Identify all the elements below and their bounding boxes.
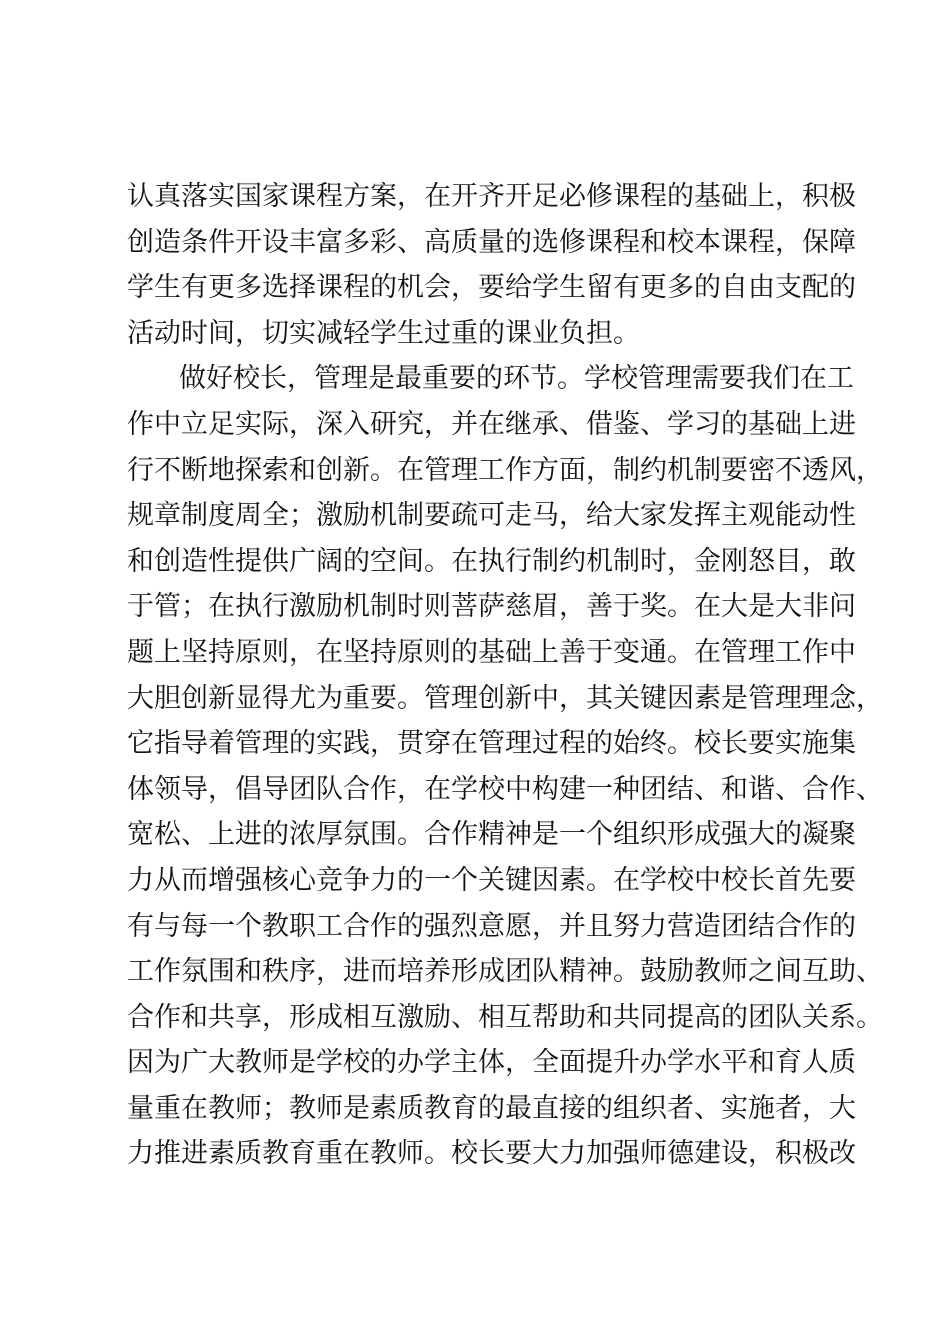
text-line: 大胆创新显得尤为重要。管理创新中，其关键因素是管理理念， (127, 682, 883, 714)
paragraph (127, 174, 856, 356)
text-line: 学生有更多选择课程的机会，要给学生留有更多的自由支配的 (127, 272, 856, 304)
text-line: 因为广大教师是学校的办学主体，全面提升办学水平和育人质 (127, 1047, 856, 1079)
text-line: 力推进素质教育重在教师。校长要大力加强师德建设，积极改 (127, 1138, 856, 1170)
text-line: 于管；在执行激励机制时则菩萨慈眉，善于奖。在大是大非问 (127, 591, 856, 623)
text-line: 活动时间，切实减轻学生过重的课业负担。 (127, 317, 640, 349)
text-line: 做好校长，管理是最重要的环节。学校管理需要我们在工 (179, 363, 854, 395)
text-line: 行不断地探索和创新。在管理工作方面，制约机制要密不透风， (127, 454, 883, 486)
text-line: 和创造性提供广阔的空间。在执行制约机制时，金刚怒目，敢 (127, 545, 856, 577)
text-line: 作中立足实际，深入研究，并在继承、借鉴、学习的基础上进 (127, 408, 856, 440)
text-line: 体领导，倡导团队合作，在学校中构建一种团结、和谐、合作、 (127, 773, 883, 805)
text-line: 宽松、上进的浓厚氛围。合作精神是一个组织形成强大的凝聚 (127, 819, 856, 851)
paragraph (127, 356, 883, 1177)
text-line: 合作和共享，形成相互激励、相互帮助和共同提高的团队关系。 (127, 1001, 883, 1033)
text-line: 力从而增强核心竞争力的一个关键因素。在学校中校长首先要 (127, 864, 856, 896)
text-line: 工作氛围和秩序，进而培养形成团队精神。鼓励教师之间互助、 (127, 956, 883, 988)
text-line: 它指导着管理的实践，贯穿在管理过程的始终。校长要实施集 (127, 728, 856, 760)
body-text (127, 174, 883, 1177)
text-line: 题上坚持原则，在坚持原则的基础上善于变通。在管理工作中 (127, 636, 856, 668)
text-line: 量重在教师；教师是素质教育的最直接的组织者、实施者，大 (127, 1092, 856, 1124)
text-line: 规章制度周全；激励机制要疏可走马，给大家发挥主观能动性 (127, 500, 856, 532)
text-line: 认真落实国家课程方案，在开齐开足必修课程的基础上，积极 (127, 181, 856, 212)
text-line: 有与每一个教职工合作的强烈意愿，并且努力营造团结合作的 (127, 910, 856, 942)
text-line: 创造条件开设丰富多彩、高质量的选修课程和校本课程，保障 (127, 226, 856, 258)
